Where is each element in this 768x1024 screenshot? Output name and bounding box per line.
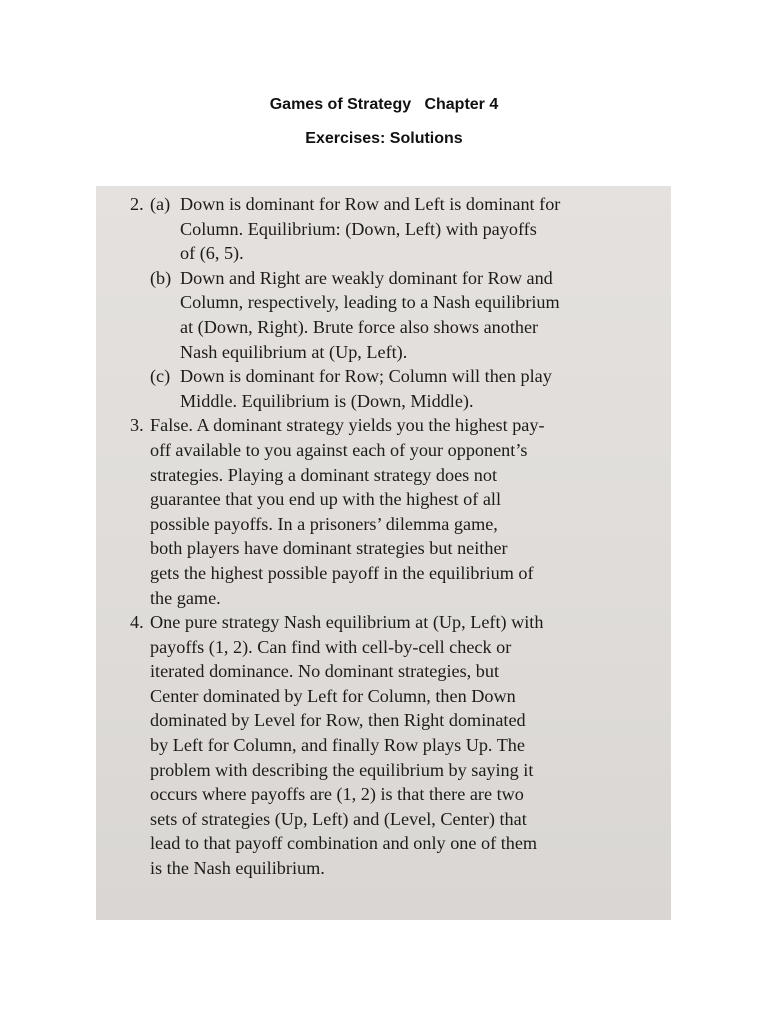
text-line: off available to you against each of your opponent’s	[150, 439, 528, 460]
text-line: Column, respectively, leading to a Nash equilibrium	[180, 292, 560, 313]
part-text	[180, 266, 670, 364]
text-line: Center dominated by Left for Column, then Down	[150, 685, 516, 706]
page-header	[0, 88, 768, 156]
text-line: guarantee that you end up with the highest of all	[150, 489, 502, 510]
part-text	[180, 364, 670, 413]
text-line: iterated dominance. No dominant strategies, but	[150, 661, 499, 682]
text-line: Down is dominant for Row; Column will then play	[180, 366, 552, 387]
text-line: is the Nash equilibrium.	[150, 858, 325, 879]
part-letter: (b)	[150, 267, 172, 288]
part-letter: (c)	[150, 366, 171, 387]
text-line: Column. Equilibrium: (Down, Left) with payoffs	[180, 218, 537, 239]
text-line: False. A dominant strategy yields you the highest pay-	[150, 415, 545, 436]
text-line: gets the highest possible payoff in the equilibrium of	[150, 562, 534, 583]
text-line: Nash equilibrium at (Up, Left).	[180, 341, 408, 362]
text-line: the game.	[150, 587, 221, 608]
exercise-2	[130, 192, 670, 413]
text-line: One pure strategy Nash equilibrium at (Up, Left) with	[150, 612, 544, 633]
text-line: at (Down, Right). Brute force also shows another	[180, 316, 539, 337]
exercise-part-c	[150, 364, 670, 413]
text-line: possible payoffs. In a prisoners’ dilemma game,	[150, 513, 498, 534]
text-line: Middle. Equilibrium is (Down, Middle).	[180, 390, 474, 411]
exercise-part-b	[150, 266, 670, 364]
page-title: Games of Strategy Chapter 4	[269, 96, 499, 113]
part-letter: (a)	[150, 194, 171, 214]
exercise-4	[130, 610, 670, 881]
exercise-parts	[150, 192, 670, 413]
scanned-solutions-image	[96, 186, 671, 920]
text-line: strategies. Playing a dominant strategy does not	[150, 464, 498, 485]
text-line: dominated by Level for Row, then Right dominated	[150, 710, 526, 731]
part-text	[180, 192, 670, 266]
text-line: lead to that payoff combination and only one of them	[150, 833, 538, 854]
exercise-3	[130, 413, 670, 610]
text-line: by Left for Column, and finally Row plays Up. The	[150, 735, 525, 756]
text-line: occurs where payoffs are (1, 2) is that there are two	[150, 784, 524, 805]
page-subtitle: Exercises: Solutions	[305, 130, 463, 147]
text-line: payoffs (1, 2). Can find with cell-by-cell check or	[150, 636, 512, 657]
exercise-text	[150, 413, 670, 610]
solutions-text	[130, 192, 670, 881]
exercise-part-a	[150, 192, 670, 266]
text-line: Down is dominant for Row and Left is dominant for	[180, 194, 561, 214]
exercise-number: 2.	[130, 194, 144, 214]
text-line: both players have dominant strategies but neither	[150, 538, 508, 559]
exercise-text	[150, 610, 670, 881]
text-line: Down and Right are weakly dominant for Row and	[180, 267, 553, 288]
text-line: of (6, 5).	[180, 243, 244, 264]
exercise-number: 3.	[130, 415, 144, 436]
text-line: problem with describing the equilibrium by saying it	[150, 759, 534, 780]
exercise-number: 4.	[130, 612, 144, 633]
text-line: sets of strategies (Up, Left) and (Level, Center) that	[150, 808, 527, 829]
